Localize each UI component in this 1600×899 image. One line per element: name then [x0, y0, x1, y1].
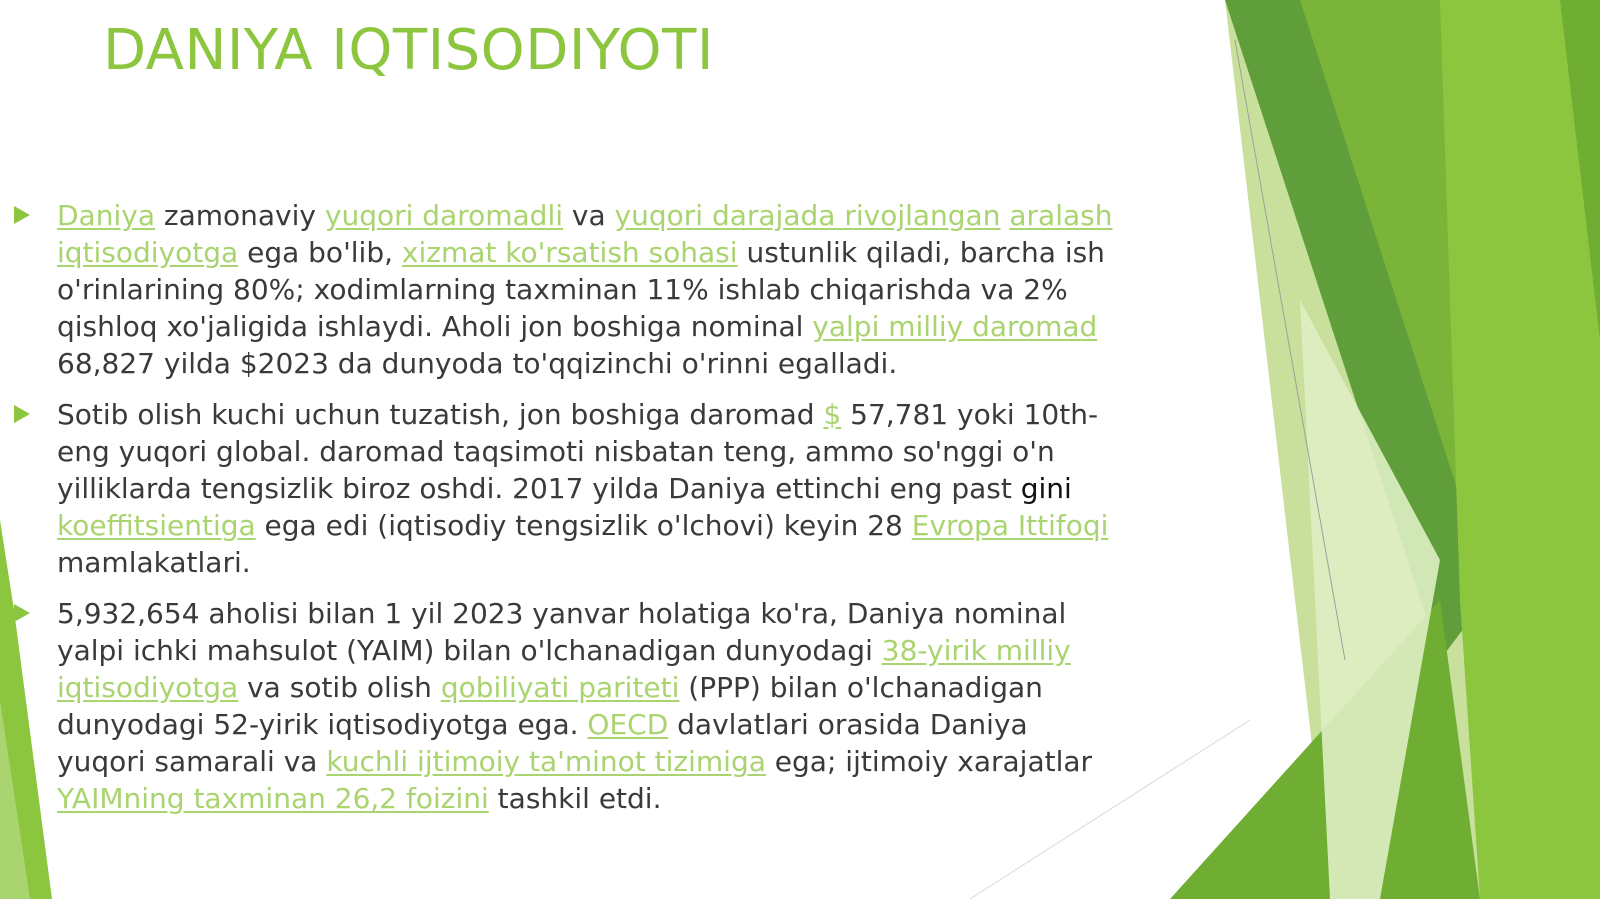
link-yuqori-daromadli[interactable]: yuqori daromadli: [324, 199, 564, 232]
slide-title: DANIYA IQTISODIYOTI: [103, 18, 714, 83]
bullet-arrow-icon: [14, 206, 30, 224]
text: ega; ijtimoiy xarajatlar: [765, 745, 1093, 778]
link-yaim-foiz[interactable]: YAIMning taxminan 26,2 foizini: [57, 782, 489, 815]
text: ega bo'lib,: [238, 236, 402, 269]
text: davlatlari orasida Daniya yuqori samarali va: [57, 708, 1028, 778]
link-rivojlangan[interactable]: yuqori darajada rivojlangan: [614, 199, 1001, 232]
bullet-paragraph-2: [14, 396, 1119, 581]
link-yalpi-milliy-daromad[interactable]: yalpi milliy daromad: [812, 310, 1098, 343]
text: (PPP) bilan o'lchanadigan dunyodagi 52-yirik iqtisodiyotga ega.: [57, 671, 1043, 741]
text: 57,781 yoki 10th-eng yuqori global. daromad taqsimoti nisbatan teng, ammo so'nggi o'n yilliklarda tengsizlik biroz oshdi. 2017 yilda Daniya ettinchi eng past: [57, 398, 1099, 505]
link-xizmat-sohasi[interactable]: xizmat ko'rsatish sohasi: [401, 236, 738, 269]
link-dollar[interactable]: $: [823, 398, 842, 431]
text: 68,827 yilda $2023 da dunyoda to'qqizinchi o'rinni egalladi.: [57, 347, 898, 380]
slide-body: [14, 197, 1119, 831]
bullet-paragraph-1: [14, 197, 1119, 382]
text: ustunlik qiladi, barcha ish o'rinlarining 80%; xodimlarning taxminan 11% ishlab chiqarishda va 2% qishloq xo'jaligida ishlaydi. Aholi jon boshiga nominal: [57, 236, 1105, 343]
text: va sotib olish: [238, 671, 441, 704]
link-ijtimoiy-taminot[interactable]: kuchli ijtimoiy ta'minot tizimiga: [326, 745, 766, 778]
link-koeffitsient[interactable]: koeffitsientiga: [57, 509, 256, 542]
bullet-arrow-icon: [14, 604, 30, 622]
text: zamonaviy: [154, 199, 325, 232]
link-qobiliyati-pariteti[interactable]: qobiliyati pariteti: [440, 671, 680, 704]
link-daniya[interactable]: Daniya: [57, 199, 155, 232]
text: ega edi (iqtisodiy tengsizlik o'lchovi) keyin 28: [255, 509, 912, 542]
link-aralash-iqtisodiyot[interactable]: aralash iqtisodiyotga: [57, 199, 1113, 269]
text: 5,932,654 aholisi bilan 1 yil 2023 yanvar holatiga ko'ra, Daniya nominal yalpi ichki mahsulot (YAIM) bilan o'lchanadigan dunyodagi: [57, 597, 1067, 667]
text-gini: gini: [1020, 472, 1072, 505]
text: Sotib olish kuchi uchun tuzatish, jon boshiga daromad: [57, 398, 824, 431]
text: tashkil etdi.: [488, 782, 662, 815]
bullet-paragraph-3: [14, 595, 1119, 817]
link-38-yirik-iqtisodiyot[interactable]: 38-yirik milliy iqtisodiyotga: [57, 634, 1071, 704]
bullet-arrow-icon: [14, 405, 30, 423]
link-evropa-ittifoqi[interactable]: Evropa Ittifoqi: [911, 509, 1109, 542]
text: va: [563, 199, 615, 232]
link-oecd[interactable]: OECD: [587, 708, 669, 741]
text: mamlakatlari.: [57, 546, 251, 579]
